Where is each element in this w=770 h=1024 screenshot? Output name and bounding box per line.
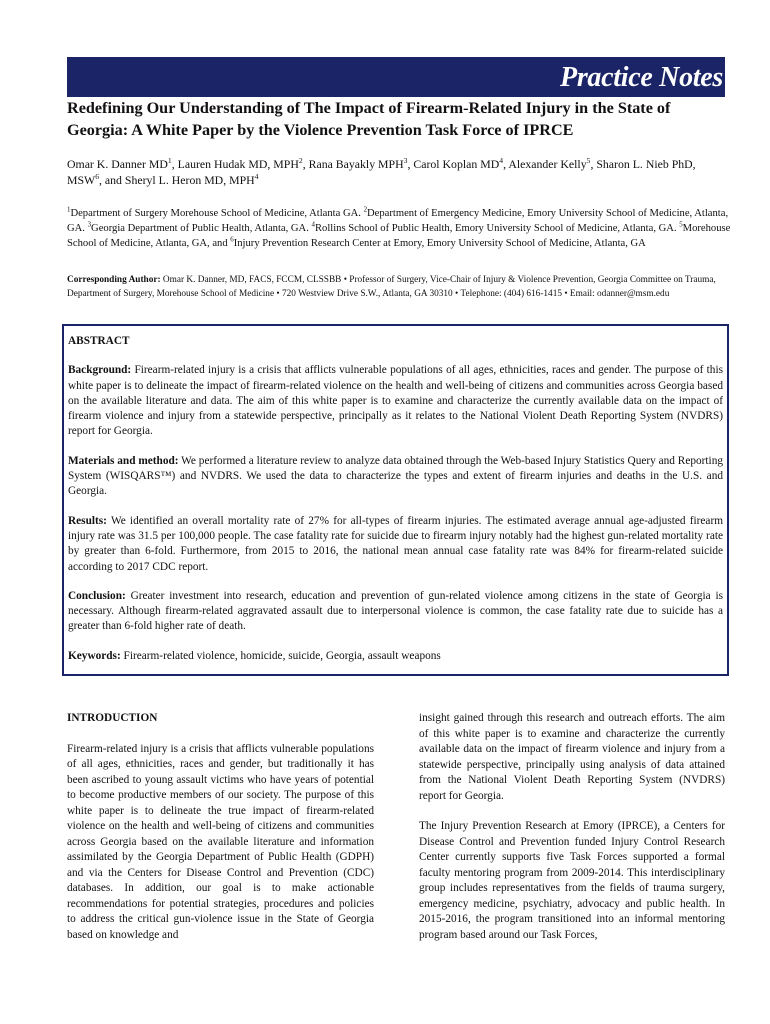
paper-title: Redefining Our Understanding of The Impact of Firearm-Related Injury in the State of Georgia: A White Paper by the Violence Prevention Task Force of IPRCE <box>67 99 671 139</box>
affiliation: Rollins School of Public Health, Emory University School of Medicine, Atlanta, GA. <box>314 223 677 234</box>
affiliation: Department of Emergency Medicine, Emory University School of Medicine, Atlanta, GA. <box>67 208 729 234</box>
abstract-heading: ABSTRACT <box>68 335 130 347</box>
abstract-box <box>62 324 729 676</box>
affiliations: $^1$Department of Surgery Morehouse School of Medicine, Atlanta GA. $^2$Department of Emergency Medicine, Emory University School of Medicine, Atlanta, GA. $^3$Georgia Department of Public Health, Atlanta, GA. $^4$Rollins School of Public Health, Emory University School of Medicine, Atlanta, GA. $^5$Morehouse School of Medicine, Atlanta, GA, and $^6$Injury Prevention Research Center at Emory, Emory University School of Medicine, Atlanta, GA <box>67 206 731 249</box>
author: Rana Bayakly MPH <box>308 157 404 171</box>
corresponding-author <box>67 274 732 301</box>
abstract-keywords: Keywords: Firearm-related violence, homicide, suicide, Georgia, assault weapons <box>68 649 441 662</box>
banner-title: Practice Notes <box>560 62 723 93</box>
abstract-background: Background: Firearm-related injury is a crisis that afflicts vulnerable populations of all ages, ethnicities, races and gender. The purpose of this white paper is to delineate the impact of firearm-related violence on the health and well-being of citizens and communities across Georgia based on the available literature and data. The aim of this white paper is to examine and characterize the currently available data on the impact of firearm violence and injury from a statewide perspective, principally as it relates to the National Violent Death Reporting System (NVDRS) report for Georgia. <box>68 364 723 438</box>
corresponding-label: Corresponding Author: <box>67 275 161 285</box>
affiliation: Department of Surgery Morehouse School of Medicine, Atlanta GA. <box>70 208 361 219</box>
practice-notes-banner <box>67 57 725 97</box>
author-list: Omar K. Danner $MD^1$, Lauren Hudak MD, MPH$^2$, Rana Bayakly MPH$^3$, Carol Koplan $MD^4$, Alexander Kelly$^5$, Sharon L. Nieb PhD, MSW$^6$, and Sheryl L. Heron MD, MPH$^4$ <box>67 156 696 187</box>
introduction-heading: INTRODUCTION <box>67 712 158 724</box>
author: Alexander Kelly <box>508 157 587 171</box>
author: Sharon L. Nieb PhD, MSW <box>67 157 696 187</box>
affiliation: Morehouse School of Medicine, Atlanta, GA, and <box>67 223 731 249</box>
abstract-results: Results: We identified an overall mortality rate of 27% for all-types of firearm injuries. The estimated average annual age-adjusted firearm injury rate was 31.5 per 100,000 people. The case fatality rate for suicide due to firearm injury notably had the highest gun-related mortality rate by greater than 6-fold. Furthermore, from 2015 to 2016, the national mean annual case fatality rate was 84% for firearm-related suicide according to 2017 CDC report. <box>68 514 723 573</box>
corresponding-details: Omar K. Danner, MD, FACS, FCCM, CLSSBB • Professor of Surgery, Vice-Chair of Injury & Violence Prevention, Georgia Committee on Trauma, Department of Surgery, Morehouse School of Medicine • 720 Westview Drive S.W., Atlanta, GA 30310 • Telephone: (404) 616-1415 • Email: odanner@msm.edu <box>67 275 716 299</box>
body-column-right <box>419 711 725 958</box>
body-column-left <box>67 711 374 958</box>
abstract-conclusion: Conclusion: Greater investment into research, education and prevention of gun-related violence among citizens in the state of Georgia is necessary. Although firearm-related aggravated assault due to interpersonal violence is common, the case fatality rate due to suicide has a greater than 6-fold higher rate of death. <box>68 589 723 633</box>
affiliation: Injury Prevention Research Center at Emory, Emory University School of Medicine, Atlanta, GA <box>233 238 646 249</box>
author: Lauren Hudak MD, MPH <box>177 157 299 171</box>
body-paragraph: Firearm-related injury is a crisis that afflicts vulnerable populations of all ages, ethnicities, races and gender, but traditionally it has been ascribed to young assault victims who have years of potential to become productive members of our society. The purpose of this white paper is to delineate the true impact of firearm-related violence on the health and well-being of citizens and communities across Georgia based on the available literature and information assimilated by the Georgia Department of Public Health (GDPH) and via the Centers for Disease Control and Prevention (CDC) databases. In addition, our goal is to make actionable recommendations for potential strategies, procedures and policies to address the critical gun-violence issue in the State of Georgia based on knowledge and <box>67 742 374 941</box>
author: Omar K. Danner MD <box>67 157 168 171</box>
author: Carol Koplan MD <box>413 157 500 171</box>
affiliation: Georgia Department of Public Health, Atlanta, GA. <box>91 223 309 234</box>
abstract-methods: Materials and method: We performed a literature review to analyze data obtained through the Web-based Injury Statistics Query and Reporting System (WISQARS™) and NVDRS. We used the data to characterize the types and extent of firearm injuries and deaths in the U.S. and Georgia. <box>68 454 723 498</box>
body-paragraph: The Injury Prevention Research at Emory (IPRCE), a Centers for Disease Control and Prevention funded Injury Control Research Center currently supports five Task Forces supported a formal faculty mentoring program from 2009-2014. This interdisciplinary group includes representatives from the fields of trauma surgery, emergency medicine, psychiatry, advocacy and public health. In 2015-2016, the program transitioned into an informal mentoring program based around our Task Forces, <box>419 820 725 941</box>
body-paragraph: insight gained through this research and outreach efforts. The aim of this white paper is to examine and characterize the currently available data on the impact of firearm violence and injury from a statewide perspective, principally using analysis of data attained from the National Violent Death Reporting System (NVDRS) report for Georgia. <box>419 712 725 802</box>
author: Sheryl L. Heron MD, MPH <box>124 173 255 187</box>
